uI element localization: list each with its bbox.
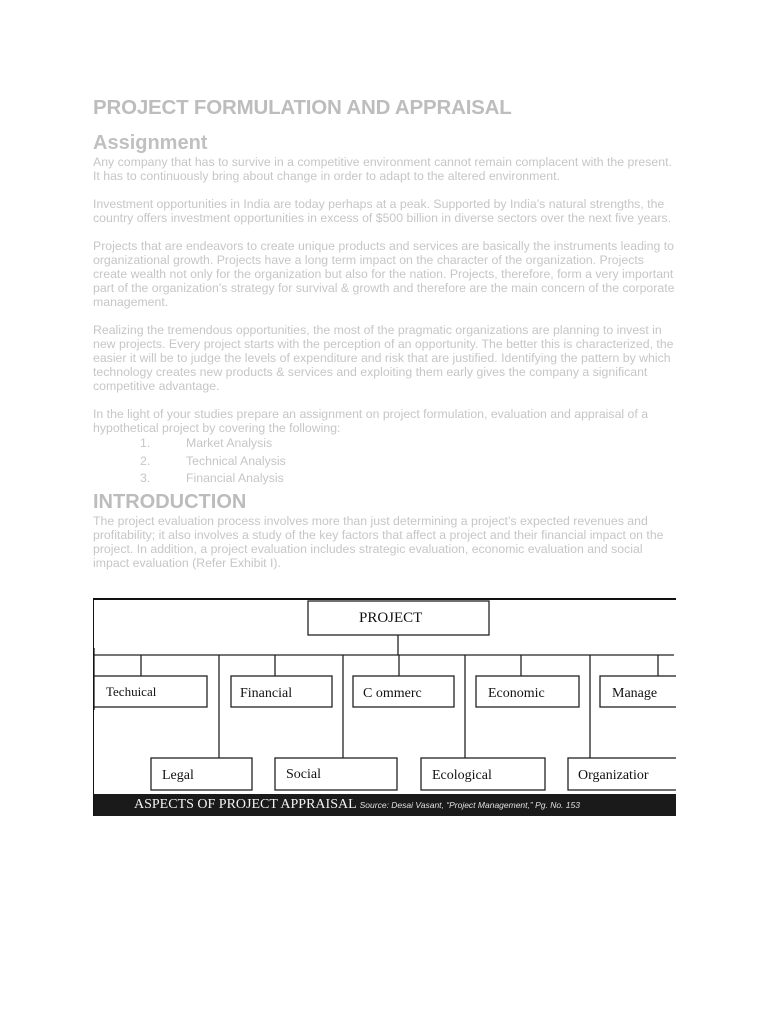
introduction-paragraph: The project evaluation process involves more than just determining a project’s expected revenues and profitability; it also involves a study of the key factors that affect a project and their financial impact on the project. In addition, a project evaluation includes strategic evaluation, economic evaluation and social impact evaluation (Refer Exhibit I). (93, 513, 664, 570)
list-item-text: Market Analysis (186, 436, 273, 450)
document-page (93, 95, 678, 570)
node-organization: Organizatior (578, 768, 649, 783)
hierarchy-diagram (94, 600, 676, 794)
list-item-number: 1. (140, 436, 151, 450)
figure-caption-source: Source: Desai Vasant, “Project Management,” Pg. No. 153 (359, 800, 580, 810)
node-social: Social (286, 767, 321, 782)
node-financial: Financial (240, 686, 293, 701)
node-legal: Legal (162, 768, 194, 783)
project-appraisal-diagram (93, 598, 676, 816)
paragraph-4: Realizing the tremendous opportunities, the most of the pragmatic organizations are planning to invest in new projects. Every project starts with the perception of an opportunity. The better this is characterized, the easier it will be to judge the levels of expenditure and risk that are justified. Identifying the pattern by which technology creates new products & services and exploiting them early gives the company a significant competitive advantage. (93, 323, 674, 393)
root-node (308, 601, 489, 635)
node-commerc: C ommerc (363, 686, 422, 701)
figure-caption-bar (94, 794, 676, 816)
list-item (93, 435, 678, 453)
paragraph-1: Any company that has to survive in a competitive environment cannot remain complacent with the present. It has to continuously bring about change in order to adapt to the altered environment. (93, 155, 672, 183)
document-title: PROJECT FORMULATION AND APPRAISAL (93, 96, 512, 119)
list-item-number: 2. (140, 453, 151, 468)
analysis-list (93, 435, 678, 488)
figure-caption-title: ASPECTS OF PROJECT APPRAISAL (134, 797, 357, 812)
node-manage: Manage (612, 686, 658, 701)
paragraph-2: Investment opportunities in India are today perhaps at a peak. Supported by India’s natural strengths, the country offers investment opportunities in excess of $500 billion in diverse sectors over the next five years. (93, 197, 672, 225)
node-ecological: Ecological (432, 768, 492, 783)
paragraph-5: In the light of your studies prepare an assignment on project formulation, evaluation and appraisal of a hypothetical project by covering the following: (93, 407, 649, 435)
list-item (93, 453, 678, 471)
paragraph-3: Projects that are endeavors to create unique products and services are basically the instruments leading to organizational growth. Projects have a long term impact on the character of the organization. Projects create wealth not only for the organization but also for the nation. Projects, therefore, form a very important part of the organization’s strategy for survival & growth and therefore are the main concern of the corporate management. (93, 239, 675, 309)
list-item-text: Financial Analysis (186, 471, 284, 485)
node-economic: Economic (488, 686, 545, 701)
list-item-text: Technical Analysis (186, 453, 286, 468)
introduction-heading: INTRODUCTION (93, 490, 247, 513)
figure-caption (134, 797, 580, 813)
node-techuical: Techuical (106, 684, 157, 699)
assignment-heading: Assignment (93, 132, 208, 154)
root-node-label: PROJECT (359, 610, 423, 626)
list-item-number: 3. (140, 471, 151, 485)
list-item (93, 470, 678, 488)
